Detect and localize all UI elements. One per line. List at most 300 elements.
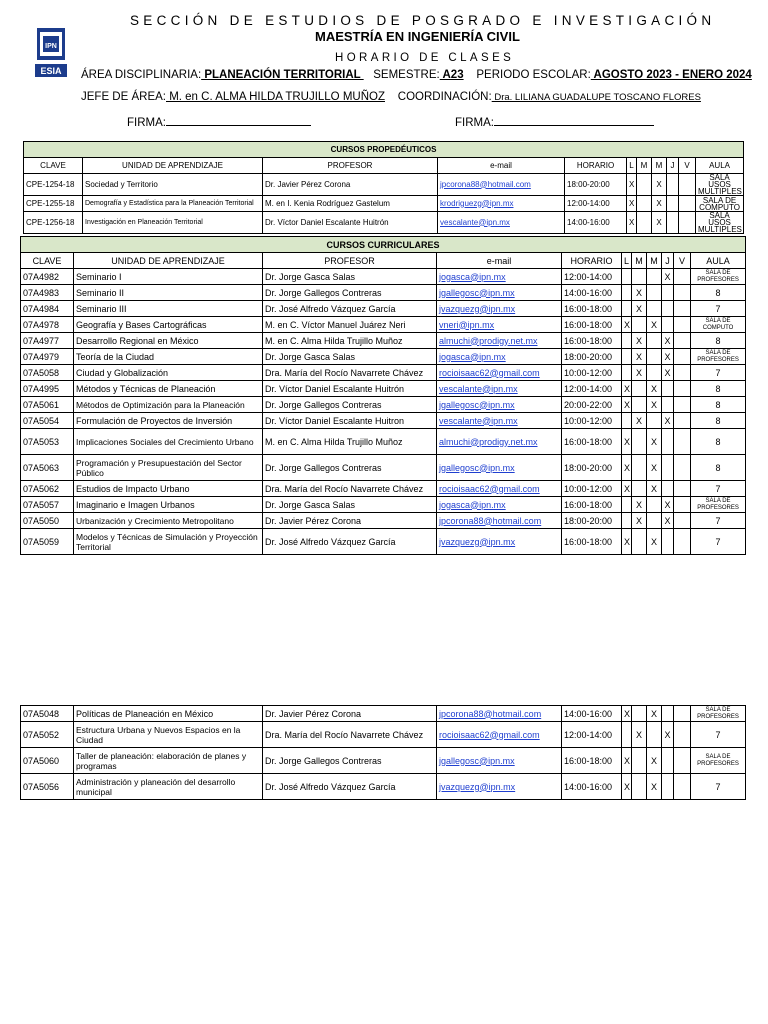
email-link[interactable]: jvazquezg@ipn.mx [439, 303, 516, 314]
day-cell: X [627, 196, 637, 212]
day-cell [632, 774, 647, 800]
table-row [21, 365, 746, 381]
horario-cell: 18:00-20:00 [562, 349, 622, 365]
header-row [21, 253, 746, 269]
email-link[interactable]: jvazquezg@ipn.mx [439, 536, 516, 547]
day-cell [674, 429, 691, 455]
aula-cell: 8 [691, 397, 746, 413]
day-cell [674, 397, 691, 413]
logo-text-top: IPN [45, 43, 57, 50]
horario-cell: 16:00-18:00 [562, 497, 622, 513]
clave-cell: 07A4984 [21, 301, 74, 317]
unidad-cell: Seminario I [74, 269, 263, 285]
column-header: PROFESOR [263, 253, 437, 269]
aula-cell: 7 [691, 722, 746, 748]
email-link[interactable]: jogasca@ipn.mx [439, 499, 506, 510]
area-label: ÁREA DISCIPLINARIA: [81, 69, 202, 81]
profesor-cell: Dr. Jorge Gallegos Contreras [263, 748, 437, 774]
day-cell: X [652, 174, 667, 196]
day-cell [674, 317, 691, 333]
column-header: UNIDAD DE APRENDIZAJE [74, 253, 263, 269]
day-cell [647, 333, 662, 349]
clave-cell: 07A5050 [21, 513, 74, 529]
day-cell [632, 381, 647, 397]
email-cell [437, 269, 562, 285]
day-cell [674, 481, 691, 497]
clave-cell: 07A4979 [21, 349, 74, 365]
unidad-cell: Políticas de Planeación en México [74, 706, 263, 722]
unidad-cell: Teoría de la Ciudad [74, 349, 263, 365]
email-link[interactable]: vescalante@ipn.mx [439, 415, 518, 426]
firma-1 [127, 115, 311, 129]
aula-cell: 8 [691, 429, 746, 455]
horario-cell: 20:00-22:00 [562, 397, 622, 413]
day-cell: X [622, 706, 632, 722]
day-cell [622, 285, 632, 301]
email-cell [437, 429, 562, 455]
clave-cell: 07A5053 [21, 429, 74, 455]
area-value: PLANEACIÓN TERRITORIAL [201, 69, 364, 81]
email-link[interactable]: jogasca@ipn.mx [439, 351, 506, 362]
column-header: HORARIO [565, 158, 627, 174]
day-cell [632, 429, 647, 455]
section-title: CURSOS CURRICULARES [21, 237, 746, 253]
unidad-cell: Sociedad y Territorio [83, 174, 263, 196]
clave-cell: 07A5058 [21, 365, 74, 381]
clave-cell: 07A5048 [21, 706, 74, 722]
day-cell: X [652, 212, 667, 234]
semestre-value: A23 [439, 69, 464, 81]
day-cell: X [627, 212, 637, 234]
day-cell [679, 174, 696, 196]
email-cell [437, 455, 562, 481]
column-header: AULA [691, 253, 746, 269]
profesor-cell: Dr. Víctor Daniel Escalante Huitron [263, 413, 437, 429]
column-header: AULA [696, 158, 744, 174]
email-cell [437, 333, 562, 349]
periodo-label: PERIODO ESCOLAR: [476, 69, 591, 81]
header-row [24, 158, 744, 174]
clave-cell: 07A5059 [21, 529, 74, 555]
day-cell: X [647, 317, 662, 333]
email-cell [437, 301, 562, 317]
day-cell [632, 317, 647, 333]
day-cell [637, 174, 652, 196]
day-cell [674, 413, 691, 429]
clave-cell: CPE-1254-18 [24, 174, 83, 196]
email-cell [437, 748, 562, 774]
section-title-row [21, 237, 746, 253]
unidad-cell: Administración y planeación del desarrollo municipal [74, 774, 263, 800]
day-cell [622, 413, 632, 429]
email-cell [437, 481, 562, 497]
day-cell: X [622, 397, 632, 413]
day-cell [662, 455, 674, 481]
email-link[interactable]: rocioisaac62@gmail.com [439, 367, 540, 378]
profesor-cell: Dr. José Alfredo Vázquez García [263, 774, 437, 800]
email-cell [437, 497, 562, 513]
logo-text-bottom: ESIA [40, 66, 62, 76]
firma-2-label: FIRMA: [455, 117, 494, 129]
day-cell: X [622, 481, 632, 497]
clave-cell: 07A5056 [21, 774, 74, 800]
unidad-cell: Investigación en Planeación Territorial [83, 212, 263, 234]
email-link[interactable]: jvazquezg@ipn.mx [439, 781, 516, 792]
day-cell: X [647, 774, 662, 800]
clave-cell: 07A4995 [21, 381, 74, 397]
unidad-cell: Estructura Urbana y Nuevos Espacios en la Ciudad [74, 722, 263, 748]
email-link[interactable]: rocioisaac62@gmail.com [439, 729, 540, 740]
table-row [21, 413, 746, 429]
table-row [21, 774, 746, 800]
aula-cell: 7 [691, 365, 746, 381]
day-cell: X [627, 174, 637, 196]
email-link[interactable]: jgallegosc@ipn.mx [439, 462, 515, 473]
horario-cell: 18:00-20:00 [562, 455, 622, 481]
profesor-cell: Dr. Jorge Gallegos Contreras [263, 455, 437, 481]
profesor-cell: Dr. Jorge Gallegos Contreras [263, 397, 437, 413]
profesor-cell: Dr. Jorge Gallegos Contreras [263, 285, 437, 301]
aula-cell: 8 [691, 285, 746, 301]
day-cell [662, 529, 674, 555]
day-cell [647, 413, 662, 429]
table-row [21, 381, 746, 397]
email-link[interactable]: jgallegosc@ipn.mx [439, 755, 515, 766]
day-cell: X [647, 455, 662, 481]
day-cell: X [632, 722, 647, 748]
firma-1-label: FIRMA: [127, 117, 166, 129]
email-link[interactable]: almuchi@prodigy.net.mx [439, 335, 538, 346]
section-title: CURSOS PROPEDÉUTICOS [24, 142, 744, 158]
horario-cell: 14:00-16:00 [565, 212, 627, 234]
day-cell: X [647, 748, 662, 774]
coord-value: Dra. LILIANA GUADALUPE TOSCANO FLORES [491, 92, 701, 103]
column-header: M [632, 253, 647, 269]
column-header: M [652, 158, 667, 174]
day-cell [674, 722, 691, 748]
horario-cell: 16:00-18:00 [562, 333, 622, 349]
curriculares-table [20, 236, 746, 555]
ipn-esia-logo [33, 26, 69, 80]
clave-cell: CPE-1255-18 [24, 196, 83, 212]
unidad-cell: Modelos y Técnicas de Simulación y Proyección Territorial [74, 529, 263, 555]
day-cell: X [647, 706, 662, 722]
clave-cell: 07A4982 [21, 269, 74, 285]
additional-courses-table [20, 705, 746, 800]
aula-cell: 8 [691, 455, 746, 481]
email-link[interactable]: jpcorona88@hotmail.com [439, 708, 542, 719]
day-cell [622, 301, 632, 317]
day-cell [632, 397, 647, 413]
clave-cell: 07A5054 [21, 413, 74, 429]
email-cell [437, 706, 562, 722]
day-cell [632, 455, 647, 481]
column-header: J [662, 253, 674, 269]
clave-cell: 07A5061 [21, 397, 74, 413]
column-header: CLAVE [24, 158, 83, 174]
aula-cell: SALA DE PROFESORES [691, 497, 746, 513]
email-cell [437, 397, 562, 413]
column-header: V [674, 253, 691, 269]
email-cell [438, 212, 565, 234]
email-cell [437, 774, 562, 800]
table-row [21, 333, 746, 349]
day-cell [662, 429, 674, 455]
day-cell: X [647, 397, 662, 413]
day-cell: X [622, 381, 632, 397]
day-cell [662, 481, 674, 497]
day-cell: X [632, 301, 647, 317]
day-cell [662, 285, 674, 301]
program-title: MAESTRÍA EN INGENIERÍA CIVIL [315, 29, 520, 44]
profesor-cell: Dr. José Alfredo Vázquez García [263, 301, 437, 317]
day-cell [647, 269, 662, 285]
day-cell [622, 333, 632, 349]
day-cell [674, 455, 691, 481]
day-cell: X [632, 413, 647, 429]
table-row [21, 748, 746, 774]
day-cell: X [647, 481, 662, 497]
unidad-cell: Formulación de Proyectos de Inversión [74, 413, 263, 429]
day-cell: X [647, 381, 662, 397]
day-cell [674, 706, 691, 722]
day-cell: X [632, 333, 647, 349]
day-cell [662, 706, 674, 722]
unidad-cell: Seminario II [74, 285, 263, 301]
day-cell [662, 317, 674, 333]
day-cell [674, 381, 691, 397]
unidad-cell: Métodos y Técnicas de Planeación [74, 381, 263, 397]
table-row [21, 513, 746, 529]
email-link[interactable]: almuchi@prodigy.net.mx [439, 436, 538, 447]
aula-cell: SALA DE PROFESORES [691, 748, 746, 774]
periodo-value: AGOSTO 2023 - ENERO 2024 [590, 69, 752, 81]
day-cell: X [622, 455, 632, 481]
clave-cell: 07A5052 [21, 722, 74, 748]
profesor-cell: Dr. José Alfredo Vázquez García [263, 529, 437, 555]
firma-2-line [494, 115, 654, 126]
column-header: HORARIO [562, 253, 622, 269]
day-cell [647, 722, 662, 748]
day-cell: X [662, 722, 674, 748]
table-row [21, 397, 746, 413]
email-link[interactable]: jgallegosc@ipn.mx [439, 399, 515, 410]
schedule-title: HORARIO DE CLASES [335, 52, 515, 64]
day-cell [632, 706, 647, 722]
profesor-cell: M. en I. Kenia Rodríguez Gastelum [263, 196, 438, 212]
profesor-cell: Dra. María del Rocío Navarrete Chávez [263, 365, 437, 381]
day-cell [637, 212, 652, 234]
horario-cell: 18:00-20:00 [562, 513, 622, 529]
day-cell [674, 269, 691, 285]
day-cell: X [622, 529, 632, 555]
header-line-2 [81, 91, 701, 103]
email-cell [437, 285, 562, 301]
day-cell [674, 301, 691, 317]
column-header: UNIDAD DE APRENDIZAJE [83, 158, 263, 174]
clave-cell: 07A4983 [21, 285, 74, 301]
aula-cell: SALA USOS MULTIPLES [696, 212, 744, 234]
aula-cell: 7 [691, 481, 746, 497]
profesor-cell: Dra. María del Rocío Navarrete Chávez [263, 481, 437, 497]
table-row [21, 301, 746, 317]
aula-cell: SALA DE COMPUTO [696, 196, 744, 212]
email-cell [438, 174, 565, 196]
horario-cell: 10:00-12:00 [562, 365, 622, 381]
day-cell [632, 529, 647, 555]
day-cell [662, 748, 674, 774]
day-cell: X [632, 285, 647, 301]
table-row [21, 722, 746, 748]
column-header: e-mail [437, 253, 562, 269]
day-cell [632, 748, 647, 774]
table-row [21, 285, 746, 301]
day-cell: X [622, 748, 632, 774]
day-cell: X [647, 429, 662, 455]
day-cell [679, 196, 696, 212]
day-cell: X [632, 365, 647, 381]
horario-cell: 16:00-18:00 [562, 301, 622, 317]
day-cell [662, 301, 674, 317]
day-cell: X [632, 497, 647, 513]
email-cell [437, 722, 562, 748]
aula-cell: 7 [691, 529, 746, 555]
profesor-cell: Dr. Javier Pérez Corona [263, 513, 437, 529]
day-cell [622, 269, 632, 285]
column-header: J [667, 158, 679, 174]
aula-cell: 7 [691, 301, 746, 317]
email-link[interactable]: vescalante@ipn.mx [439, 383, 518, 394]
profesor-cell: M. en C. Alma Hilda Trujillo Muñoz [263, 333, 437, 349]
day-cell [637, 196, 652, 212]
email-link[interactable]: rocioisaac62@gmail.com [439, 483, 540, 494]
profesor-cell: Dr. Víctor Daniel Escalante Huitrón [263, 212, 438, 234]
horario-cell: 16:00-18:00 [562, 317, 622, 333]
day-cell [674, 774, 691, 800]
day-cell [679, 212, 696, 234]
day-cell [647, 301, 662, 317]
day-cell: X [622, 774, 632, 800]
aula-cell: SALA DE PROFESORES [691, 349, 746, 365]
unidad-cell: Seminario III [74, 301, 263, 317]
day-cell [662, 397, 674, 413]
day-cell [647, 513, 662, 529]
section-title-row [24, 142, 744, 158]
day-cell: X [662, 269, 674, 285]
horario-cell: 12:00-14:00 [565, 196, 627, 212]
table-row [24, 196, 744, 212]
column-header: PROFESOR [263, 158, 438, 174]
aula-cell: 7 [691, 774, 746, 800]
table-row [21, 481, 746, 497]
clave-cell: CPE-1256-18 [24, 212, 83, 234]
profesor-cell: Dr. Víctor Daniel Escalante Huitrón [263, 381, 437, 397]
profesor-cell: Dr. Jorge Gasca Salas [263, 269, 437, 285]
horario-cell: 12:00-14:00 [562, 722, 622, 748]
day-cell [674, 365, 691, 381]
email-cell [437, 513, 562, 529]
unidad-cell: Geografía y Bases Cartográficas [74, 317, 263, 333]
day-cell [632, 269, 647, 285]
unidad-cell: Implicaciones Sociales del Crecimiento Urbano [74, 429, 263, 455]
profesor-cell: Dr. Jorge Gasca Salas [263, 349, 437, 365]
clave-cell: 07A4978 [21, 317, 74, 333]
day-cell [622, 722, 632, 748]
table-row [21, 429, 746, 455]
column-header: L [627, 158, 637, 174]
day-cell: X [662, 349, 674, 365]
aula-cell: SALA DE PROFESORES [691, 706, 746, 722]
day-cell: X [647, 529, 662, 555]
day-cell [622, 497, 632, 513]
clave-cell: 07A5063 [21, 455, 74, 481]
aula-cell: 8 [691, 413, 746, 429]
day-cell [632, 481, 647, 497]
day-cell: X [662, 497, 674, 513]
email-link[interactable]: jgallegosc@ipn.mx [439, 287, 515, 298]
day-cell [667, 174, 679, 196]
unidad-cell: Demografía y Estadística para la Planeación Territorial [83, 196, 263, 212]
day-cell [674, 529, 691, 555]
day-cell [674, 513, 691, 529]
email-cell [437, 365, 562, 381]
firma-1-line [166, 115, 311, 126]
column-header: M [647, 253, 662, 269]
horario-cell: 14:00-16:00 [562, 285, 622, 301]
day-cell: X [632, 513, 647, 529]
unidad-cell: Taller de planeación: elaboración de planes y programas [74, 748, 263, 774]
aula-cell: 8 [691, 333, 746, 349]
aula-cell: SALA DE PROFESORES [691, 269, 746, 285]
clave-cell: 07A4977 [21, 333, 74, 349]
day-cell: X [622, 429, 632, 455]
unidad-cell: Estudios de Impacto Urbano [74, 481, 263, 497]
day-cell [622, 513, 632, 529]
table-row [24, 212, 744, 234]
profesor-cell: Dra. María del Rocío Navarrete Chávez [263, 722, 437, 748]
horario-cell: 14:00-16:00 [562, 774, 622, 800]
email-link[interactable]: jpcorona88@hotmail.com [440, 179, 531, 189]
table-row [24, 174, 744, 196]
table-row [21, 706, 746, 722]
propedeuticos-table [23, 141, 744, 234]
email-cell [437, 381, 562, 397]
day-cell [674, 748, 691, 774]
day-cell: X [652, 196, 667, 212]
table-row [21, 269, 746, 285]
horario-cell: 12:00-14:00 [562, 381, 622, 397]
column-header: e-mail [438, 158, 565, 174]
column-header: CLAVE [21, 253, 74, 269]
horario-cell: 16:00-18:00 [562, 429, 622, 455]
email-link[interactable]: jpcorona88@hotmail.com [439, 515, 542, 526]
email-link[interactable]: krodriguezg@ipn.mx [440, 198, 514, 208]
jefe-label: JEFE DE ÁREA: [81, 91, 166, 103]
email-cell [437, 529, 562, 555]
email-link[interactable]: jogasca@ipn.mx [439, 271, 506, 282]
aula-cell: 7 [691, 513, 746, 529]
day-cell: X [622, 317, 632, 333]
email-link[interactable]: vescalante@ipn.mx [440, 217, 510, 227]
horario-cell: 16:00-18:00 [562, 529, 622, 555]
day-cell: X [662, 513, 674, 529]
email-link[interactable]: vneri@ipn.mx [439, 319, 495, 330]
table-row [21, 317, 746, 333]
unidad-cell: Imaginario e Imagen Urbanos [74, 497, 263, 513]
semestre-label: SEMESTRE: [373, 69, 440, 81]
day-cell [674, 497, 691, 513]
day-cell [674, 285, 691, 301]
